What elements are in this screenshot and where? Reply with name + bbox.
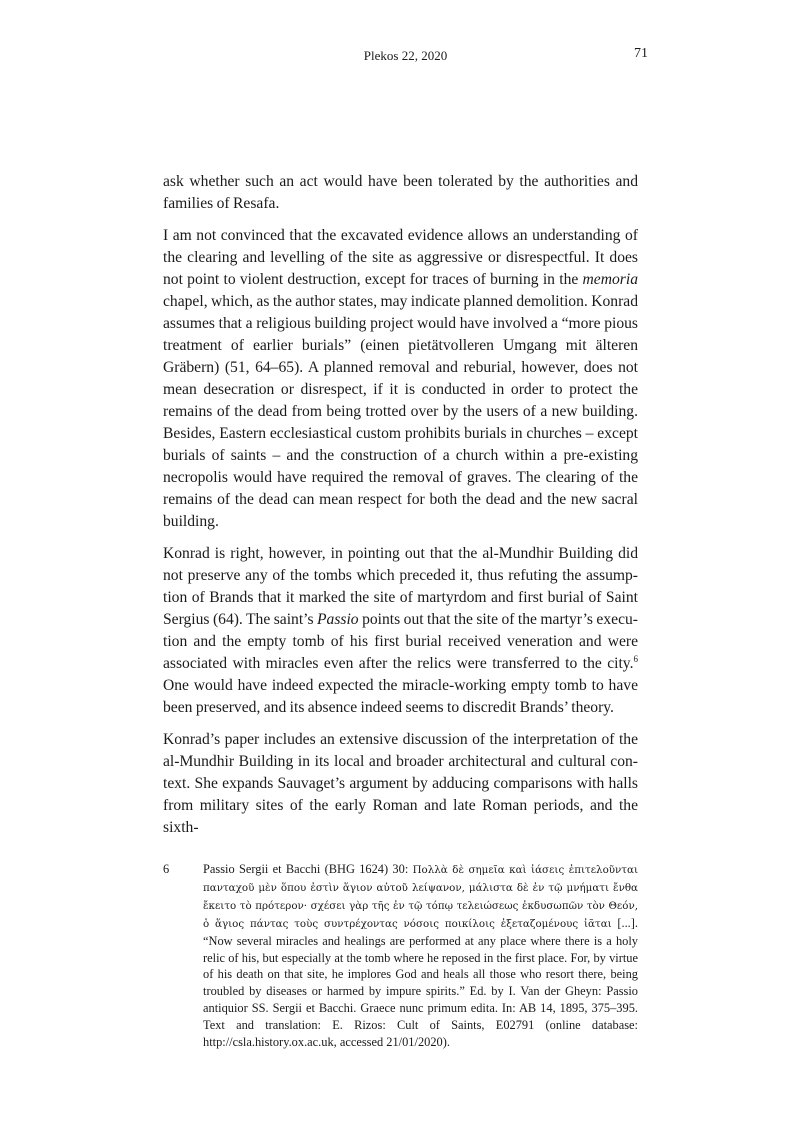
paragraph-text: Konrad’s paper includes an extensive discussion of the interpretation of the al-Mundhir Building in its local and broader architectural and cultural context. She expands Sauvaget’s argument by adducing comparisons with halls from military sites of the early Roman and late Roman periods, and the sixth- xyxy=(163,731,638,836)
greek-quotation: Πολλὰ δὲ σημεῖα καὶ ἰάσεις ἐπιτελοῦνται πανταχοῦ μὲν ὅπου ἐστὶν ἅγιον αὐτοῦ λείψανον, μάλιστα δὲ ἐν τῷ μνήματι ἔνθα ἔκειτο τὸ πρότερον· σχέσει γὰρ τῆς ἐν τῷ τόπῳ τελειώσεως ἐκδυσωπῶν τὸν Θεόν, ὁ ἅγιος πάντας τοὺς συντρέχοντας νόσοις ποικίλοις ἐξεταζομένους ἰᾶται xyxy=(203,864,638,930)
paragraph-text: I am not convinced that the excavated evidence allows an understanding of the clearing and levelling of the site as aggressive or disrespectful. It does not point to violent destruction, except for traces of burning in the xyxy=(163,227,638,288)
body-text xyxy=(163,171,638,839)
paragraph xyxy=(163,543,638,719)
italic-term: Passio xyxy=(317,611,359,628)
footnote-source: Passio Sergii et Bacchi (BHG 1624) 30: xyxy=(203,862,413,876)
paragraph-text: One would have indeed expected the miracle-working empty tomb to have been preserved, and its absence indeed seems to discredit Brands’ theory. xyxy=(163,677,638,716)
paragraph xyxy=(163,729,638,839)
footnote-number: 6 xyxy=(163,862,170,876)
footnote-translation: [...]. “Now several miracles and healings are performed at any place where there is a holy relic of his, but especially at the tomb where he reposed in the first place. For, by virtue of his death on that site, he implores God and heals all those who resort there, being troubled by diseases or harmed by impure spirits.” Ed. by I. Van der Gheyn: Passio antiquior SS. Sergii et Bacchi. Graece nunc primum edita. In: AB 14, 1895, 375–395. Text and translation: E. Rizos: Cult of Saints, E02791 (online database: http://csla.history.ox.ac.uk, accessed 21/01/2020). xyxy=(203,915,638,1050)
paragraph-text: Konrad is right, however, in pointing out that the al-Mundhir Building did not preserve any of the tombs which preceded it, thus refuting the assumption of Brands that it marked the site of martyrdom and first burial of Saint Sergius (64). The saint’s xyxy=(163,545,638,628)
footnote-text xyxy=(203,861,638,1051)
page-number: 71 xyxy=(634,46,648,61)
footnote-reference[interactable]: 6 xyxy=(633,653,638,664)
paragraph-text: points out that the site of the martyr’s execution and the empty tomb of his first burial received veneration and were associated with miracles even after the relics were transferred to the city. xyxy=(163,611,638,672)
footnote xyxy=(163,861,638,1051)
running-header xyxy=(163,48,648,68)
paragraph xyxy=(163,171,638,215)
paragraph-text: ask whether such an act would have been tolerated by the authorities and families of Resafa. xyxy=(163,173,638,212)
italic-term: memoria xyxy=(582,271,638,288)
journal-title: Plekos 22, 2020 xyxy=(363,48,448,63)
page-content xyxy=(163,171,638,1051)
paragraph-text: chapel, which, as the author states, may indicate planned demolition. Konrad assumes that a religious building project would have involved a “more pious treatment of earlier burials” (einen pietätvolleren Umgang mit älteren Gräbern) (51, 64–65). A planned removal and reburial, however, does not mean desecration or disrespect, if it is conducted in order to protect the remains of the dead from being trotted over by the users of a new building. Besides, Eastern ecclesiastical custom prohibits burials in churches – except burials of saints – and the construction of a church within a pre-existing necropolis would have required the removal of graves. The clearing of the remains of the dead can mean respect for both the dead and the new sacral building. xyxy=(163,293,638,530)
paragraph xyxy=(163,225,638,533)
